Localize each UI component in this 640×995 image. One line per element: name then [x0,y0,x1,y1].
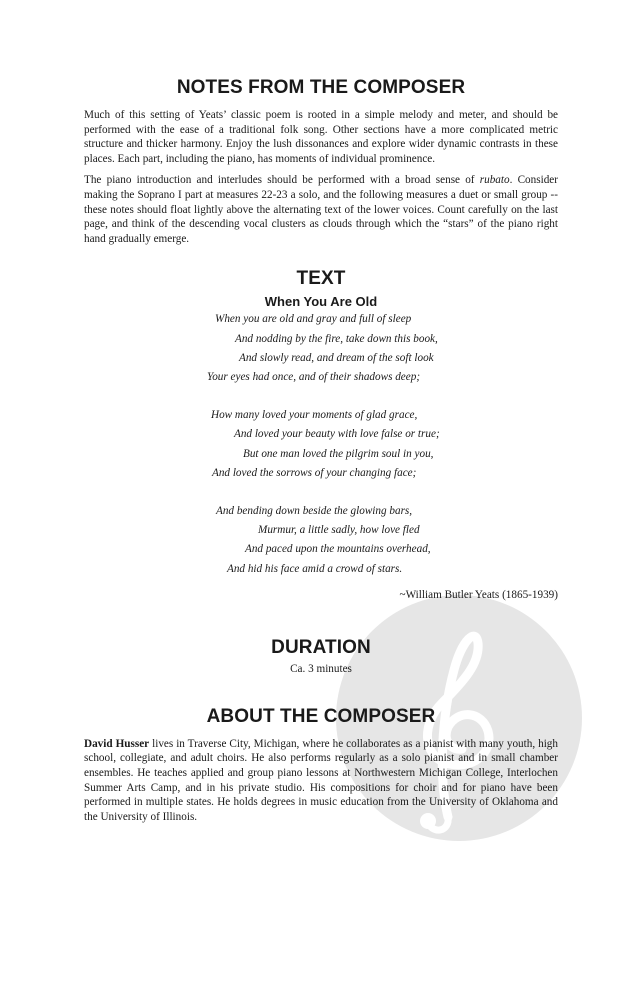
poem-line: Murmur, a little sadly, how love fled [258,524,420,537]
rubato-term: rubato [479,174,510,187]
poem-line: Your eyes had once, and of their shadows deep; [207,370,421,383]
composer-bio: lives in Traverse City, Michigan, where he collaborates as a pianist with many youth, high school, collegiate, and adult choirs. He also performs regularly as a solo pianist and in small chamber ensembles. He teaches applied and group piano lessons at Northwestern Michigan College, Interlochen Summer Arts Camp, and in his private studio. His compositions for choir and for piano have been performed in multiple states. He holds degrees in music education from the University of Oklahoma and the University of Illinois. [84,737,558,823]
notes-paragraph-1: Much of this setting of Yeats’ classic poem is rooted in a simple melody and meter, and should be performed with the ease of a traditional folk song. Other sections have a more complicated metric structure and thicker harmony. Enjoy the lush dissonances and explore wider dynamic contrasts in these places. Each part, including the piano, has moments of individual prominence. [84,109,558,165]
poem-line: And slowly read, and dream of the soft look [239,351,434,364]
content [84,76,558,824]
poem-line: And paced upon the mountains overhead, [245,543,431,556]
duration-value: Ca. 3 minutes [290,662,352,675]
notes-heading: NOTES FROM THE COMPOSER [176,77,466,98]
poem-line: When you are old and gray and full of sleep [215,313,412,326]
poem-line: And bending down beside the glowing bars, [216,504,413,517]
notes-paragraph-2 [84,173,558,246]
duration-heading: DURATION [271,636,371,658]
poem-line: And hid his face amid a crowd of stars. [227,562,403,575]
poem [84,310,558,578]
poem-line: And loved the sorrows of your changing face; [212,466,417,479]
composer-name: David Husser [84,737,150,750]
poem-attribution: ~William Butler Yeats (1865-1939) [399,588,558,601]
text-heading: TEXT [296,268,346,290]
notes-p2-before: The piano introduction and interludes should be performed with a broad sense of [84,174,480,187]
poem-line: And nodding by the fire, take down this book, [235,332,438,345]
notes-p2-after: . Consider making the Soprano I part at measures 22-23 a solo, and the following measures a duet or small group -- these notes should float lightly above the alternating text of the lower voices. Count carefully on the last page, and think of the descending vocal clusters as clouds through which the “stars” of the piano right hand gradually emerge. [84,174,558,245]
about-heading: ABOUT THE COMPOSER [206,705,436,727]
about-paragraph [84,737,558,825]
poem-line: But one man loved the pilgrim soul in you, [243,447,434,460]
poem-line: How many loved your moments of glad grace, [211,409,418,422]
poem-title: When You Are Old [264,294,378,310]
poem-line: And loved your beauty with love false or true; [234,428,440,441]
